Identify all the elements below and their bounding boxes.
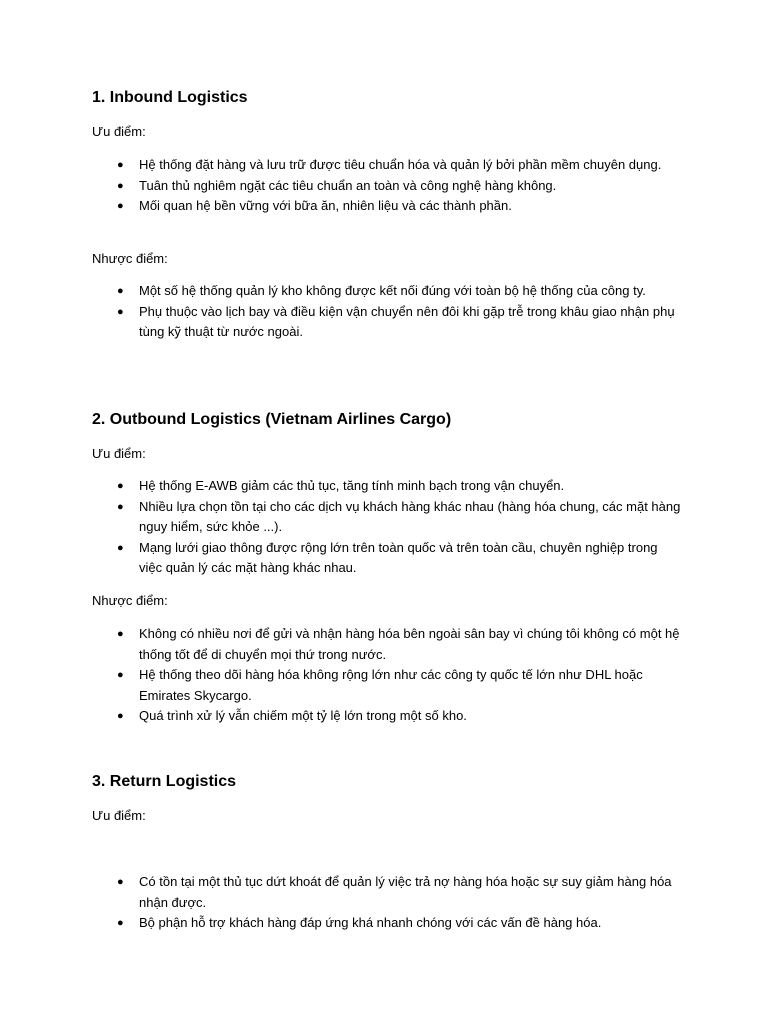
section-1-pros-label: Ưu điểm:: [92, 124, 146, 139]
bullet-icon: ●: [117, 628, 124, 640]
section-2-pros-label: Ưu điểm:: [92, 446, 146, 461]
bullet-icon: ●: [117, 200, 124, 212]
bullet-icon: ●: [117, 917, 124, 929]
section-3-pros-label: Ưu điểm:: [92, 808, 146, 823]
section-3-pros-list: [92, 872, 682, 934]
section-2-cons-label: Nhược điểm:: [92, 593, 168, 608]
section-1-pros-list: [92, 155, 682, 217]
list-item: ● Không có nhiều nơi để gửi và nhận hàng hóa bên ngoài sân bay vì chúng tôi không có một hệ thống tốt để di chuyển mọi thứ trong nước.: [117, 626, 680, 662]
bullet-icon: ●: [117, 480, 124, 492]
list-item: ● Hệ thống E-AWB giảm các thủ tục, tăng tính minh bạch trong vận chuyển.: [92, 476, 682, 497]
section-1-cons-list: [92, 281, 682, 343]
section-3-title: 3. Return Logistics: [92, 773, 237, 790]
bullet-icon: ●: [117, 710, 124, 722]
list-item: ● Hệ thống theo dõi hàng hóa không rộng lớn như các công ty quốc tế lớn như DHL hoặc Emirates Skycargo.: [117, 667, 643, 703]
list-item: ● Bộ phận hỗ trợ khách hàng đáp ứng khá nhanh chóng với các vấn đề hàng hóa.: [92, 913, 682, 934]
list-item: ● Tuân thủ nghiêm ngặt các tiêu chuẩn an toàn và công nghệ hàng không.: [92, 176, 682, 197]
bullet-icon: ●: [117, 541, 124, 554]
list-item: ● Một số hệ thống quản lý kho không được kết nối đúng với toàn bộ hệ thống của công ty.: [92, 281, 682, 302]
list-item: ● Phụ thuộc vào lịch bay và điều kiện vận chuyển nên đôi khi gặp trễ trong khâu giao nhận phụ tùng kỹ thuật từ nước ngoài.: [117, 303, 675, 339]
list-item: ● Mối quan hệ bền vững với bữa ăn, nhiên liệu và các thành phần.: [92, 196, 682, 217]
list-item: ● Mạng lưới giao thông được rộng lớn trên toàn quốc và trên toàn cầu, chuyên nghiệp trong việc quản lý các mặt hàng khác nhau.: [117, 539, 658, 575]
bullet-icon: ●: [117, 179, 124, 192]
section-1-title: 1. Inbound Logistics: [92, 89, 248, 106]
bullet-icon: ●: [117, 669, 124, 681]
bullet-icon: ●: [117, 876, 124, 888]
list-item: ● Quá trình xử lý vẫn chiếm một tỷ lệ lớn trong một số kho.: [92, 706, 682, 727]
bullet-icon: ●: [117, 305, 124, 318]
list-item: ● Hệ thống đặt hàng và lưu trữ được tiêu chuẩn hóa và quản lý bởi phần mềm chuyên dụng.: [92, 155, 682, 176]
list-item: ● Có tồn tại một thủ tục dứt khoát để quản lý việc trả nợ hàng hóa hoặc sự suy giảm hàng hóa nhận được.: [117, 874, 672, 910]
bullet-icon: ●: [117, 500, 124, 513]
bullet-icon: ●: [117, 285, 124, 297]
section-1-cons-label: Nhược điểm:: [92, 251, 168, 266]
section-2-cons-list: [92, 624, 682, 727]
section-2-title: 2. Outbound Logistics (Vietnam Airlines Cargo): [92, 411, 452, 428]
list-item: ● Nhiều lựa chọn tồn tại cho các dịch vụ khách hàng khác nhau (hàng hóa chung, các mặt hàng nguy hiểm, sức khỏe ...).: [117, 498, 681, 534]
bullet-icon: ●: [117, 159, 124, 171]
section-2-pros-list: [92, 476, 682, 579]
